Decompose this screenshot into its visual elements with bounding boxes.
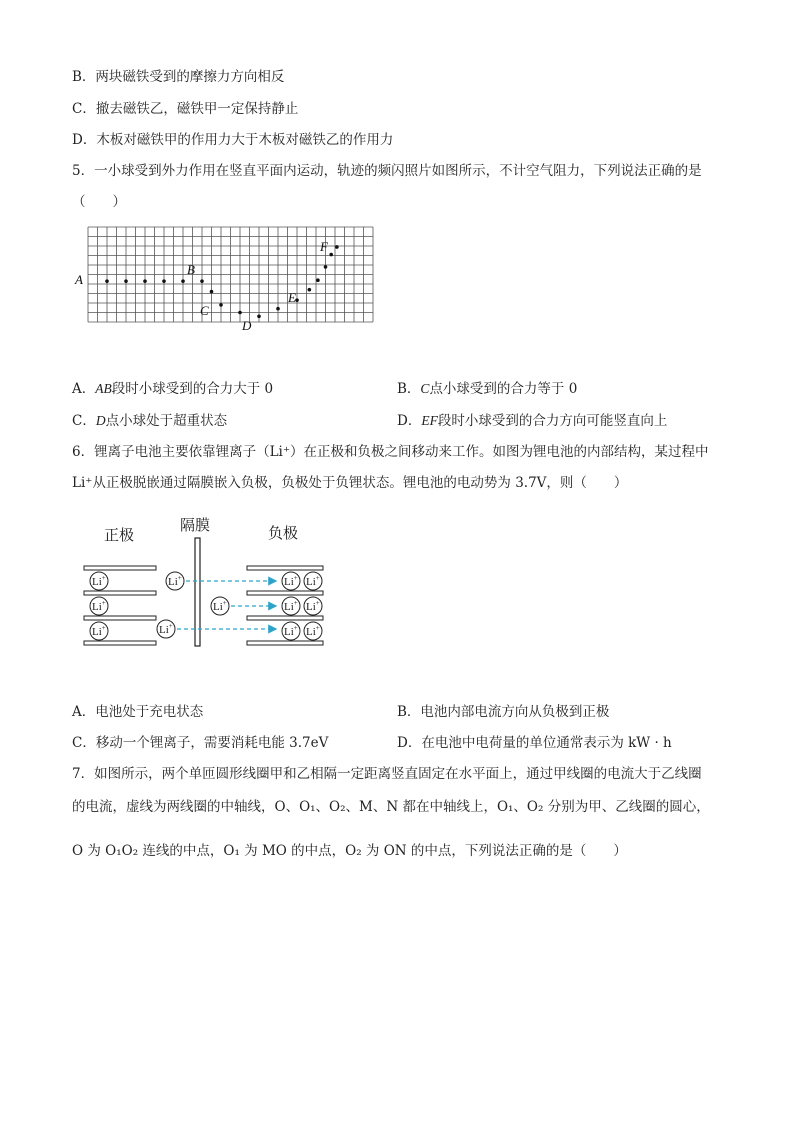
label-negative: 负极 — [268, 526, 299, 542]
lithium-ion — [211, 597, 229, 615]
svg-text:Li+: Li+ — [213, 599, 227, 613]
svg-text:Li+: Li+ — [168, 574, 182, 588]
q5-option-a: A．AB段时小球受到的合力大于 0 — [72, 381, 274, 397]
q4-option-b: B．两块磁铁受到的摩擦力方向相反 — [72, 69, 285, 85]
trajectory-figure — [70, 222, 382, 334]
lithium-ion — [282, 572, 300, 590]
point-label-b: B — [187, 262, 195, 277]
q6-stem-line2: Li⁺从正极脱嵌通过隔膜嵌入负极，负极处于负锂状态。锂电池的电动势为 3.7V，则（ ） — [72, 475, 628, 491]
trajectory-dots — [105, 245, 339, 318]
q5-option-c: C．D点小球处于超重状态 — [72, 413, 228, 429]
q5-stem-line1: 5．一小球受到外力作用在竖直平面内运动，轨迹的频闪照片如图所示，不计空气阻力，下列说法正确的是 — [72, 163, 702, 179]
point-label-c: C — [200, 303, 209, 318]
lithium-ion — [166, 572, 184, 590]
label-positive: 正极 — [104, 528, 135, 544]
battery-figure — [80, 512, 340, 652]
lithium-ion — [304, 622, 322, 640]
svg-text:Li+: Li+ — [92, 574, 106, 588]
lithium-ion — [157, 620, 175, 638]
q4-option-c: C．撤去磁铁乙，磁铁甲一定保持静止 — [72, 101, 299, 117]
point-label-e: E — [288, 290, 296, 305]
negative-plate — [247, 616, 323, 620]
trajectory-dot — [124, 279, 128, 283]
q5-option-b: B．C点小球受到的合力等于 0 — [397, 381, 578, 397]
q6-option-c: C．移动一个锂离子，需要消耗电能 3.7eV — [72, 735, 329, 751]
q6-stem-line1: 6．锂离子电池主要依靠锂离子（Li⁺）在正极和负极之间移动来工作。如图为锂电池的内部结构，某过程中 — [72, 444, 709, 460]
lithium-ion — [304, 572, 322, 590]
trajectory-dot — [238, 311, 242, 315]
trajectory-dot — [200, 279, 204, 283]
trajectory-dot — [276, 307, 280, 311]
q7-stem-line3: O 为 O₁O₂ 连线的中点，O₁ 为 MO 的中点，O₂ 为 ON 的中点，下列说法正确的是（ ） — [72, 843, 627, 859]
positive-plate — [84, 566, 156, 570]
svg-text:Li+: Li+ — [306, 574, 320, 588]
trajectory-dot — [329, 253, 333, 257]
lithium-ion — [304, 597, 322, 615]
svg-text:Li+: Li+ — [284, 599, 298, 613]
trajectory-dot — [308, 288, 312, 292]
positive-plate — [84, 616, 156, 620]
q4-option-d: D．木板对磁铁甲的作用力大于木板对磁铁乙的作用力 — [72, 132, 394, 148]
svg-text:Li+: Li+ — [92, 624, 106, 638]
lithium-ion — [282, 622, 300, 640]
trajectory-dot — [257, 315, 261, 319]
trajectory-dot — [210, 290, 214, 294]
trajectory-dot — [324, 265, 328, 269]
lithium-ion — [90, 572, 108, 590]
point-label-f: F — [320, 239, 328, 254]
negative-plate — [247, 566, 323, 570]
svg-text:Li+: Li+ — [284, 624, 298, 638]
svg-text:Li+: Li+ — [306, 624, 320, 638]
trajectory-dot — [335, 245, 339, 249]
q6-option-b: B．电池内部电流方向从负极到正极 — [397, 704, 610, 720]
label-separator: 隔膜 — [180, 518, 211, 534]
point-label-d: D — [242, 318, 252, 333]
lithium-ion — [282, 597, 300, 615]
negative-plate — [247, 641, 323, 645]
q6-option-d: D．在电池中电荷量的单位通常表示为 kW · h — [397, 735, 672, 751]
grid-background — [88, 227, 373, 322]
q5-option-d: D．EF段时小球受到的合力方向可能竖直向上 — [397, 413, 668, 429]
svg-text:Li+: Li+ — [92, 599, 106, 613]
trajectory-dot — [162, 279, 166, 283]
trajectory-dot — [105, 279, 109, 283]
positive-plate — [84, 591, 156, 595]
trajectory-dot — [143, 279, 147, 283]
trajectory-dot — [219, 303, 223, 307]
q5-stem-line2: （ ） — [72, 194, 126, 210]
positive-plate — [84, 641, 156, 645]
negative-plate — [247, 591, 323, 595]
lithium-ions — [90, 572, 322, 640]
q6-option-a: A．电池处于充电状态 — [72, 704, 204, 720]
lithium-ion — [90, 597, 108, 615]
separator-membrane — [195, 538, 200, 646]
q7-stem-line2: 的电流，虚线为两线圈的中轴线，O、O₁、O₂、M、N 都在中轴线上，O₁、O₂ 分别为甲、乙线圈的圆心， — [72, 799, 710, 815]
q7-stem-line1: 7．如图所示，两个单匝圆形线圈甲和乙相隔一定距离竖直固定在水平面上，通过甲线圈的电流大于乙线圈 — [72, 766, 702, 782]
trajectory-dot — [181, 279, 185, 283]
point-label-a: A — [75, 272, 83, 287]
svg-text:Li+: Li+ — [306, 599, 320, 613]
lithium-ion — [90, 622, 108, 640]
trajectory-dot — [316, 278, 320, 282]
svg-text:Li+: Li+ — [284, 574, 298, 588]
svg-text:Li+: Li+ — [159, 622, 173, 636]
